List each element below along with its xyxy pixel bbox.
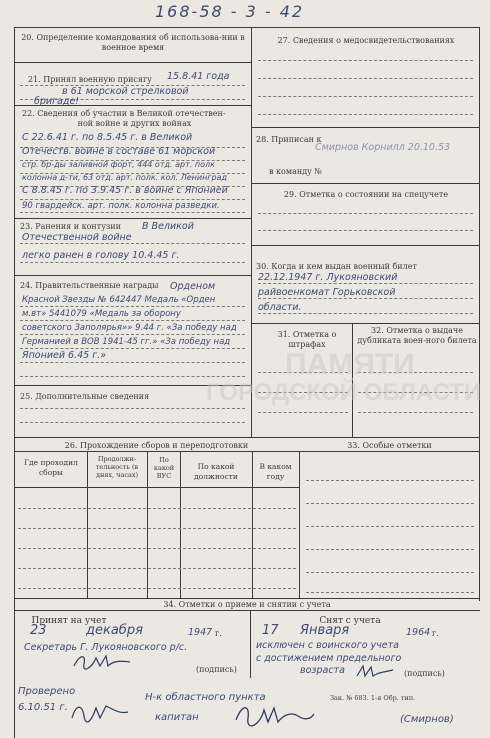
accepted-year: 1947 [188, 627, 213, 638]
fill-24f [20, 376, 245, 377]
fill-25a [20, 408, 245, 409]
rule-34-title [14, 610, 480, 611]
rule-s20 [14, 62, 251, 63]
removed-day: 17 [262, 623, 279, 638]
s22-hw-3: стр. бр-ды заливной форт, 444 отд. арт. полк [22, 160, 215, 169]
watermark-line1: ПАМЯТИ [285, 348, 415, 381]
s21-date: 15.8.41 года [167, 71, 230, 82]
fill-27c [258, 96, 473, 97]
s22-label-line2: ной войне и других войнах [77, 119, 192, 128]
s22-hw-4: колонна д-ти, 63 отд. арт. полк. кол. Ленинград [22, 173, 228, 182]
row33-2 [306, 503, 474, 504]
row26-4 [18, 568, 296, 569]
fill-24c [20, 334, 245, 335]
row26-1 [18, 508, 296, 509]
col26-2 [147, 451, 148, 598]
s27-label: 27. Сведения о медосвидетельствованиях [277, 36, 455, 45]
col34-split [250, 610, 251, 678]
footer-checked-date: 6.10.51 г. [18, 702, 68, 713]
rule-s28 [251, 183, 479, 184]
fill-27b [258, 78, 473, 79]
row33-5 [306, 572, 474, 573]
s24-hw-1: Орденом [170, 281, 216, 292]
rule-s30 [251, 323, 479, 324]
fill-27d [258, 114, 473, 115]
s34-label: 34. Отметки о приеме и снятии с учета [163, 600, 331, 609]
row33-4 [306, 549, 474, 550]
removed-signature [355, 664, 395, 680]
left-border [14, 27, 15, 738]
col26-3 [180, 451, 181, 598]
rule-top-26 [14, 437, 480, 438]
fill-25b [20, 422, 245, 423]
s33-label: 33. Особые отметки [347, 441, 432, 450]
s28-hw: Смирнов Корнилл 20.10.53 [315, 142, 451, 153]
col26-5 [299, 451, 300, 598]
footer-name: (Смирнов) [400, 714, 454, 725]
center-divider [251, 27, 252, 437]
footer-rank: капитан [155, 712, 199, 723]
s22-hw-6: 90 гвардейск. арт. полк. колонна разведки. [22, 201, 220, 211]
s24-hw-3: м.вт» 5441079 «Медаль за оборону [22, 309, 181, 319]
row33-1 [306, 480, 474, 481]
accepted-title: Принят на учет [31, 616, 107, 626]
footer-chief-signature [232, 700, 317, 730]
fill-22f [20, 212, 245, 213]
removed-signature-label: (подпись) [404, 669, 445, 678]
s28-label: 28. Приписан к [256, 135, 322, 144]
rule-s29 [251, 245, 479, 246]
s29-label: 29. Отметка о состоянии на спецучете [283, 190, 449, 199]
removed-year: 1964 [406, 627, 431, 638]
row33-3 [306, 526, 474, 527]
removed-year-suffix: г. [432, 629, 439, 638]
s26-col-vus: По какой ВУС [153, 456, 175, 480]
accepted-org: Секретарь Г. Лукояновского р/с. [24, 642, 188, 653]
removed-hw-3: возраста [300, 665, 345, 676]
watermark-line2: ГОРОДСКОЙ ОБЛАСТИ [206, 379, 482, 406]
s22-hw-5: С 8.8.45 г. по 3.9.45 г. в войне с Японией [22, 185, 228, 196]
s20-label: 20. Определение командования об использова-нии в военное время [21, 33, 245, 52]
s22-label-line1: 22. Сведения об участии в Великой отечествен- [22, 109, 226, 118]
s24-hw-5: Германией в ВОВ 1941-45 гг.» «За победу над [22, 337, 231, 347]
row26-3 [18, 548, 296, 549]
fill-24a [20, 306, 245, 307]
s23-hw-1: В Великой [142, 221, 194, 232]
removed-hw-2: с достижением предельного [256, 653, 402, 664]
s22-hw-1: С 22.6.41 г. по 8.5.45 г. в Великой [22, 132, 193, 143]
s24-hw-4: советского Заполярья»» 9.44 г. «За победу над [22, 323, 237, 333]
accepted-day: 23 [30, 623, 47, 638]
s22-hw-2: Отечеств. войне в составе 61 морской [22, 146, 216, 157]
fill-32c [358, 412, 473, 413]
removed-hw-1: исключен с воинского учета [256, 640, 399, 651]
s24-hw-2: Красной Звезды № 642447 Медаль «Орден [22, 295, 216, 305]
footer-checked: Проверено [18, 686, 76, 697]
row26-2 [18, 528, 296, 529]
s21-hw2: бригаде! [34, 96, 80, 107]
rule-s27 [251, 127, 479, 128]
accepted-signature-label: (подпись) [196, 665, 237, 674]
row26-5 [18, 588, 296, 589]
s28-team-label: в команду № [269, 167, 322, 176]
s30-hw-2: райвоенкомат Горьковской [258, 287, 396, 298]
fill-29b [258, 230, 473, 231]
fill-27a [258, 60, 473, 61]
s25-label: 25. Дополнительные сведения [20, 392, 150, 401]
s21-label: 21. Принял военную присягу [28, 75, 152, 84]
fill-31c [258, 412, 348, 413]
right-border [479, 27, 480, 601]
fill-24b [20, 320, 245, 321]
fill-24d [20, 348, 245, 349]
s32-label: 32. Отметка о выдаче дубликата воен-ного билета [357, 326, 477, 345]
s31-label: 31. Отметка о штрафах [277, 330, 337, 349]
s30-hw-1: 22.12.1947 г. Лукояновский [258, 272, 398, 283]
s23-label: 23. Ранения и контузии [20, 222, 121, 231]
fill-23b [20, 262, 245, 263]
s23-hw-2: Отечественной войне [22, 232, 132, 243]
s30-label: 30. Когда и кем выдан военный билет [256, 262, 417, 271]
accepted-month: декабря [86, 623, 143, 638]
s23-hw-3: легко ранен в голову 10.4.45 г. [22, 250, 180, 261]
s26-col-duration: Продолжи-тельность (в днях, часах) [95, 455, 139, 479]
row33-6 [306, 592, 474, 593]
s30-hw-3: области. [258, 302, 302, 313]
rule-s22 [14, 218, 251, 219]
removed-title: Снят с учета [319, 616, 381, 626]
footer-checked-signature [70, 700, 130, 724]
s26-col-place: Где проходил сборы [24, 458, 78, 477]
s21-hw1: в 61 морской стрелковой [62, 86, 189, 97]
s24-label: 24. Правительственные награды [20, 281, 159, 290]
s26-title: 26. Прохождение сборов и переподготовки [64, 441, 249, 450]
rule-s23 [14, 275, 251, 276]
s26-col-position: По какой должности [194, 462, 238, 481]
s24-hw-6: Японией 6.45 г.» [22, 350, 107, 361]
rule-26-header [14, 487, 299, 488]
fill-24e [20, 362, 245, 363]
rule-34 [14, 598, 480, 599]
removed-month: Января [300, 623, 350, 638]
top-border [14, 27, 480, 28]
accepted-year-suffix: г. [215, 629, 222, 638]
footer-print-info: Зак. № 683. 1-я Обр. тип. [330, 694, 416, 702]
s26-col-year: В каком году [259, 462, 292, 481]
header-code: 168-58 - 3 - 42 [155, 2, 305, 21]
fill-29a [258, 213, 473, 214]
accepted-signature [72, 652, 132, 672]
rule-26-title [14, 451, 480, 452]
footer-chief: Н-к областного пункта [145, 692, 266, 703]
